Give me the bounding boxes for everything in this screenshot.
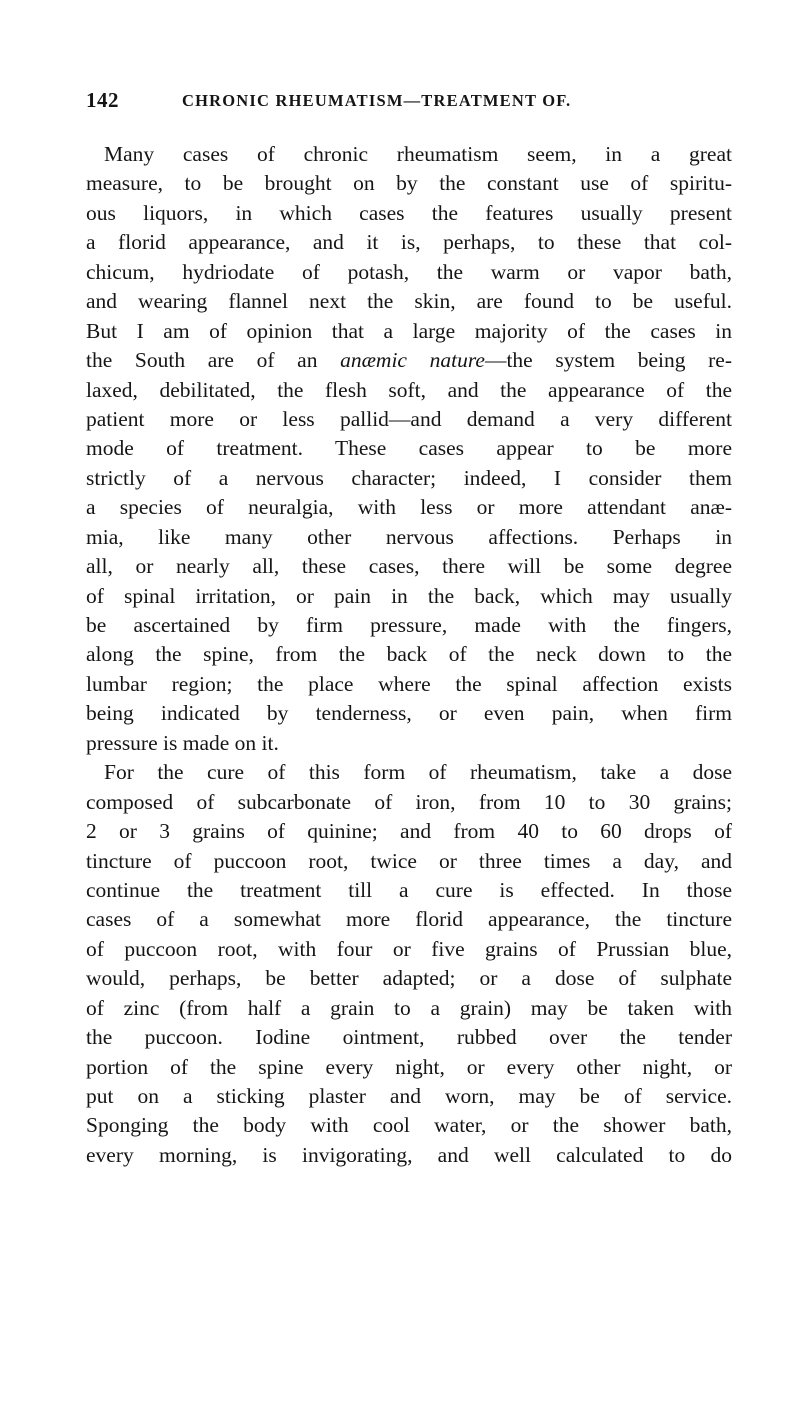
page-number: 142 (86, 88, 119, 112)
text-line: be ascertained by firm pressure, made with the fingers, (86, 613, 732, 637)
text-line: strictly of a nervous character; indeed, I consider them (86, 465, 732, 490)
text-line: 2 or 3 grains of quinine; and from 40 to 60 drops of (86, 819, 732, 844)
text-line: a florid appearance, and it is, perhaps, to these that col- (86, 230, 732, 255)
italic-phrase: anæmic nature (340, 348, 485, 373)
text-segment: —the system being re- (484, 348, 732, 373)
text-line (86, 346, 732, 375)
text-line: tincture of puccoon root, twice or three times a day, and (86, 848, 732, 873)
text-line: composed of subcarbonate of iron, from 10 to 30 grains; (86, 789, 732, 814)
text-segment: the South are of an (86, 348, 341, 373)
text-line: For the cure of this form of rheumatism, take a dose (104, 760, 732, 785)
text-line: mode of treatment. These cases appear to be more (86, 436, 732, 461)
text-line: Many cases of chronic rheumatism seem, in a great (104, 142, 732, 166)
text-line: being indicated by tenderness, or even pain, when firm (86, 701, 732, 726)
page-header (86, 88, 726, 118)
text-line: cases of a somewhat more florid appearance, the tincture (86, 907, 732, 932)
text-line: mia, like many other nervous affections. Perhaps in (86, 524, 732, 549)
text-line: Sponging the body with cool water, or the shower bath, (86, 1113, 732, 1138)
text-line: ous liquors, in which cases the features usually present (86, 200, 732, 225)
text-line: would, perhaps, be better adapted; or a dose of sulphate (86, 966, 732, 991)
text-line: continue the treatment till a cure is effected. In those (86, 877, 732, 902)
text-line: the puccoon. Iodine ointment, rubbed over the tender (86, 1025, 732, 1050)
text-line: of spinal irritation, or pain in the back, which may usually (86, 583, 732, 608)
text-line: laxed, debilitated, the flesh soft, and the appearance of the (86, 377, 732, 402)
text-line: patient more or less pallid—and demand a very different (86, 406, 732, 431)
running-head: CHRONIC RHEUMATISM—TREATMENT OF. (182, 91, 572, 110)
text-line: a species of neuralgia, with less or more attendant anæ- (86, 495, 732, 520)
text-line: pressure is made on it. (86, 730, 279, 755)
text-line: chicum, hydriodate of potash, the warm or vapor bath, (86, 259, 732, 284)
text-line: every morning, is invigorating, and well calculated to do (86, 1142, 732, 1167)
text-line: of puccoon root, with four or five grains of Prussian blue, (86, 936, 732, 961)
text-line: lumbar region; the place where the spinal affection exists (86, 671, 732, 696)
text-line: and wearing flannel next the skin, are found to be useful. (86, 289, 732, 314)
text-line: put on a sticking plaster and worn, may be of service. (86, 1084, 732, 1108)
text-line: all, or nearly all, these cases, there will be some degree (86, 554, 732, 579)
text-line: portion of the spine every night, or every other night, or (86, 1054, 732, 1079)
body-text (86, 140, 732, 1170)
text-line: measure, to be brought on by the constant use of spiritu- (86, 171, 732, 196)
text-line: of zinc (from half a grain to a grain) may be taken with (86, 995, 732, 1020)
text-line: along the spine, from the back of the neck down to the (86, 642, 732, 667)
text-line: But I am of opinion that a large majority of the cases in (86, 318, 732, 343)
